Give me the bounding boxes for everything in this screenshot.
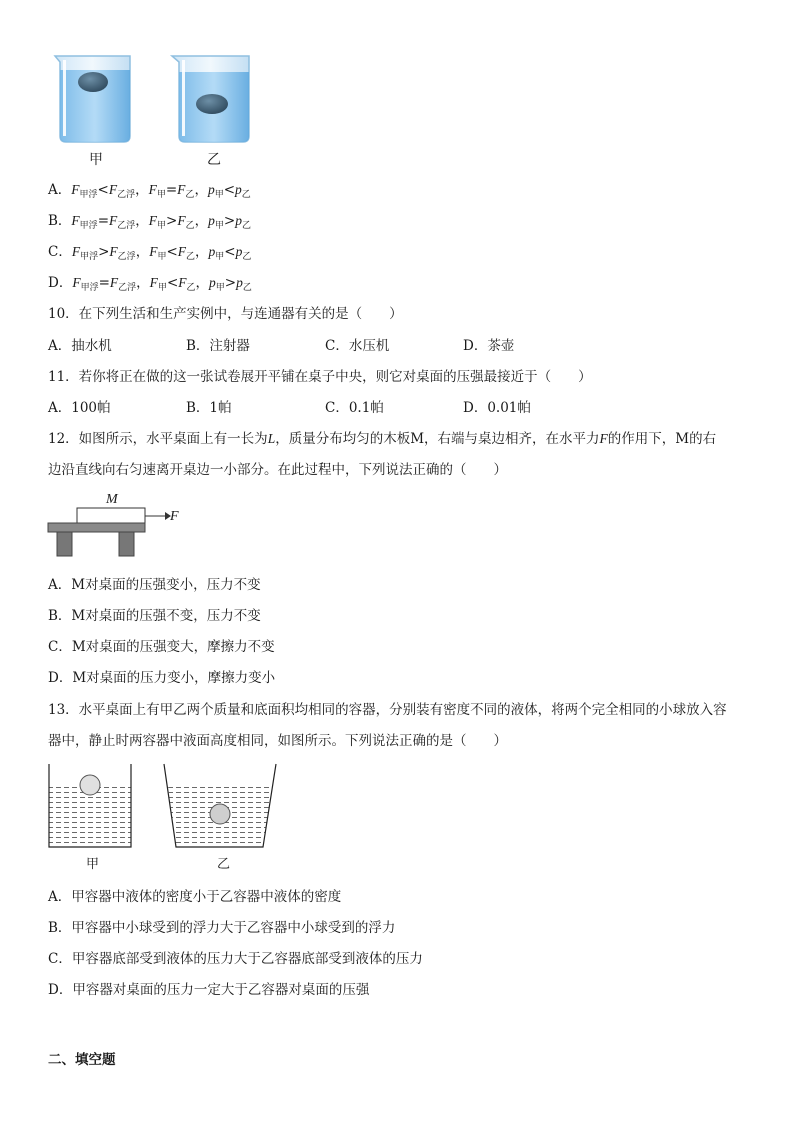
q11-option-d: D．0.01帕 [463, 400, 531, 416]
q12-stem-line2: 边沿直线向右匀速离开桌边一小部分。在此过程中，下列说法正确的（ ） [48, 462, 507, 478]
ball-yi-container [210, 804, 230, 824]
beaker-label-yi: 乙 [207, 152, 221, 168]
q12-stem-line1: 12．如图所示，水平桌面上有一长为L，质量分布均匀的木板M，右端与桌边相齐，在水平力F的作用下，M的右 [48, 431, 717, 447]
container-label-yi: 乙 [217, 857, 231, 872]
q13-option-c: C．甲容器底部受到液体的压力大于乙容器底部受到液体的压力 [48, 951, 423, 967]
q12-option-d: D．M对桌面的压力变小，摩擦力变小 [48, 670, 276, 686]
q11-option-b: B．1帕 [186, 400, 232, 416]
q10-option-b: B．注射器 [186, 338, 250, 354]
table-board-illustration [0, 490, 200, 560]
q11-option-a: A．100帕 [48, 400, 111, 416]
force-label-f: F [170, 509, 179, 524]
ball-jia [78, 72, 108, 92]
q13-stem-line2: 器中，静止时两容器中液面高度相同，如图所示。下列说法正确的是（ ） [48, 733, 507, 749]
container-jia [49, 764, 131, 847]
q13-option-d: D．甲容器对桌面的压力一定大于乙容器对桌面的压强 [48, 982, 370, 998]
board-m [77, 508, 145, 523]
beaker-yi [172, 56, 249, 142]
q10-option-c: C．水压机 [325, 338, 390, 354]
table-leg-left [57, 532, 72, 556]
ball-yi [196, 94, 228, 114]
board-label-m: M [106, 492, 118, 507]
q10-stem: 10．在下列生活和生产实例中，与连通器有关的是（ ） [48, 306, 403, 322]
q11-option-c: C．0.1帕 [325, 400, 384, 416]
section-heading-fill-in: 二、填空题 [48, 1052, 116, 1068]
containers-illustration [0, 760, 300, 860]
q12-option-c: C．M对桌面的压强变大，摩擦力不变 [48, 639, 275, 655]
beaker-label-jia: 甲 [89, 152, 103, 168]
q13-stem-line1: 13．水平桌面上有甲乙两个质量和底面积均相同的容器，分别装有密度不同的液体，将两个完全相同的小球放入容 [48, 702, 727, 718]
q13-option-b: B．甲容器中小球受到的浮力大于乙容器中小球受到的浮力 [48, 920, 396, 936]
q12-option-a: A．M对桌面的压强变小，压力不变 [48, 577, 261, 593]
q9-option-a: A．$F_{甲浮}<F_{乙浮}$，$F_甲=F_乙$，$p_甲<p_乙$ [48, 182, 251, 200]
q9-option-b: B．$F_{甲浮}=F_{乙浮}$，$F_甲>F_乙$，$p_甲>p_乙$ [48, 213, 251, 231]
ball-jia-container [80, 775, 100, 795]
q10-option-a: A．抽水机 [48, 338, 112, 354]
container-yi [164, 764, 276, 847]
q13-option-a: A．甲容器中液体的密度小于乙容器中液体的密度 [48, 889, 342, 905]
q9-option-c: C．$F_{甲浮}>F_{乙浮}$，$F_甲<F_乙$，$p_甲<p_乙$ [48, 244, 252, 262]
q12-option-b: B．M对桌面的压强不变，压力不变 [48, 608, 261, 624]
q9-option-d: D．$F_{甲浮}=F_{乙浮}$，$F_甲<F_乙$，$p_甲>p_乙$ [48, 275, 252, 293]
table-top [48, 523, 145, 532]
container-label-jia: 甲 [86, 857, 100, 872]
q10-option-d: D．茶壶 [463, 338, 515, 354]
beaker-jia [55, 56, 130, 142]
q11-stem: 11．若你将正在做的这一张试卷展开平铺在桌子中央，则它对桌面的压强最接近于（ ） [48, 369, 592, 385]
table-leg-right [119, 532, 134, 556]
beakers-illustration [0, 0, 794, 160]
